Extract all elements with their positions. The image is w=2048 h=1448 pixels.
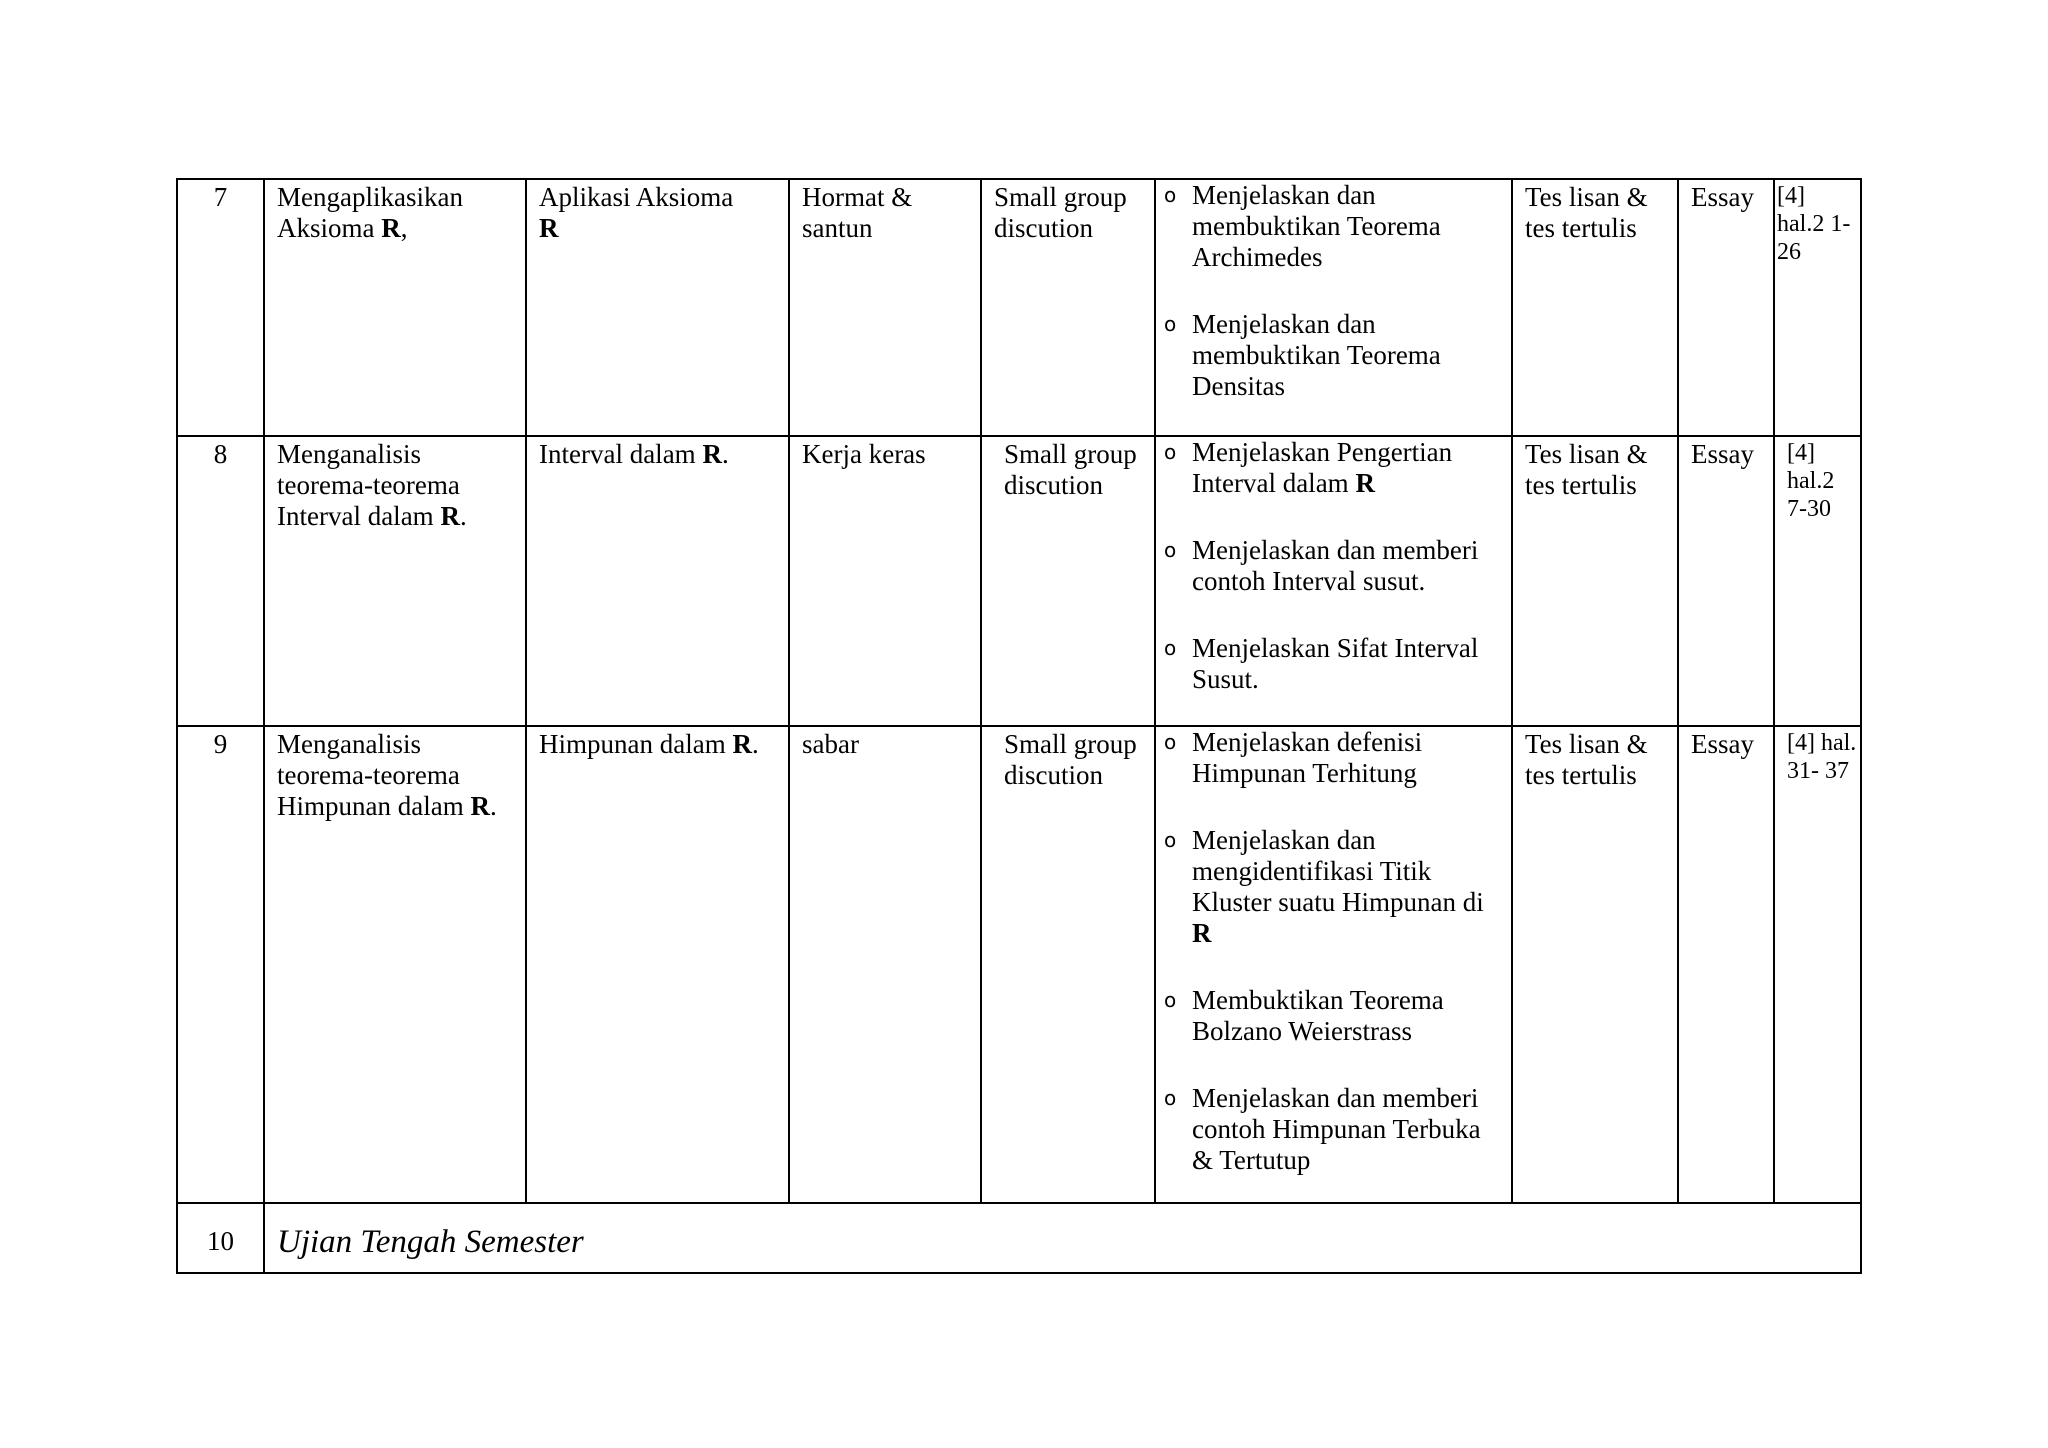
competency-cell — [264, 436, 526, 726]
circle-bullet-icon: o — [1164, 988, 1177, 1012]
indicator-text: Menjelaskan dan mengidentifikasi Titik Kluster suatu Himpunan di — [1192, 825, 1484, 917]
material-text: Aplikasi Aksioma — [539, 182, 734, 212]
assessment-cell — [1512, 726, 1678, 1203]
indicator-item — [1162, 180, 1501, 273]
form-text: Essay — [1691, 729, 1754, 759]
indicator-item — [1162, 1083, 1501, 1176]
character-value-cell — [789, 436, 981, 726]
indicator-item — [1162, 727, 1501, 789]
competency-bold: R — [381, 213, 401, 243]
competency-tail: . — [459, 501, 467, 531]
competency-bold: R — [470, 791, 490, 821]
indicator-list — [1156, 727, 1511, 1176]
indicator-cell — [1155, 436, 1512, 726]
form-cell — [1678, 436, 1774, 726]
circle-bullet-icon: o — [1164, 312, 1177, 336]
syllabus-table — [176, 178, 1862, 1274]
row-number-cell — [177, 436, 264, 726]
method-cell — [981, 179, 1155, 436]
circle-bullet-icon: o — [1164, 730, 1177, 754]
indicator-item — [1162, 535, 1501, 597]
table-row-exam — [177, 1203, 1861, 1273]
assessment-cell — [1512, 179, 1678, 436]
indicator-bold: R — [1192, 918, 1212, 948]
method-cell — [981, 726, 1155, 1203]
circle-bullet-icon: o — [1164, 440, 1177, 464]
method-text: Small group discution — [994, 182, 1127, 243]
competency-cell — [264, 726, 526, 1203]
indicator-text: Menjelaskan Sifat Interval Susut. — [1192, 633, 1479, 694]
indicator-text: Menjelaskan dan memberi contoh Interval susut. — [1192, 535, 1479, 596]
assessment-text: Tes lisan & tes tertulis — [1525, 439, 1648, 500]
method-cell — [981, 436, 1155, 726]
character-value: Kerja keras — [802, 439, 926, 469]
source-cell — [1774, 726, 1861, 1203]
method-text: Small group discution — [1004, 729, 1137, 790]
source-text: [4] hal. 31- 37 — [1787, 730, 1857, 784]
row-number: 7 — [213, 182, 228, 212]
assessment-text: Tes lisan & tes tertulis — [1525, 729, 1648, 790]
method-text: Small group discution — [1004, 439, 1137, 500]
character-value: Hormat & santun — [802, 182, 913, 243]
row-number-cell — [177, 726, 264, 1203]
competency-text: Menganalisis teorema-teorema Interval dalam — [277, 439, 460, 531]
material-tail: . — [721, 439, 729, 469]
assessment-text: Tes lisan & tes tertulis — [1525, 182, 1648, 243]
material-text: Interval dalam — [539, 439, 703, 469]
table-row — [177, 726, 1861, 1203]
source-cell — [1774, 436, 1861, 726]
material-bold: R — [539, 213, 559, 243]
row-number: 10 — [207, 1226, 234, 1256]
indicator-text: Menjelaskan Pengertian Interval dalam — [1192, 437, 1453, 498]
character-value-cell — [789, 179, 981, 436]
exam-title: Ujian Tengah Semester — [277, 1224, 584, 1260]
indicator-item — [1162, 437, 1501, 499]
circle-bullet-icon: o — [1164, 636, 1177, 660]
material-tail: . — [751, 729, 759, 759]
indicator-item — [1162, 633, 1501, 695]
circle-bullet-icon: o — [1164, 183, 1177, 207]
indicator-text: Menjelaskan defenisi Himpunan Terhitung — [1192, 727, 1423, 788]
row-number: 8 — [213, 439, 228, 469]
indicator-text: Membuktikan Teorema Bolzano Weierstrass — [1192, 985, 1444, 1046]
competency-tail: . — [489, 791, 497, 821]
form-text: Essay — [1691, 182, 1754, 212]
indicator-text: Menjelaskan dan membuktikan Teorema Archimedes — [1192, 180, 1441, 272]
indicator-list — [1156, 437, 1511, 695]
indicator-item — [1162, 309, 1501, 402]
indicator-cell — [1155, 726, 1512, 1203]
competency-line-2: Aksioma — [277, 213, 382, 243]
indicator-item — [1162, 985, 1501, 1047]
competency-text: Menganalisis teorema-teorema Himpunan dalam — [277, 729, 471, 821]
competency-cell — [264, 179, 526, 436]
indicator-text: Menjelaskan dan membuktikan Teorema Densitas — [1192, 309, 1441, 401]
exam-cell — [264, 1203, 1861, 1273]
table-row — [177, 179, 1861, 436]
material-cell — [526, 179, 789, 436]
row-number-cell — [177, 1203, 264, 1273]
source-text: [4] hal.2 7-30 — [1787, 440, 1835, 522]
source-cell — [1774, 179, 1861, 436]
material-cell — [526, 726, 789, 1203]
competency-line-1: Mengaplikasikan — [277, 182, 463, 212]
character-value-cell — [789, 726, 981, 1203]
indicator-text: Menjelaskan dan memberi contoh Himpunan Terbuka & Tertutup — [1192, 1083, 1481, 1175]
competency-bold: R — [440, 501, 460, 531]
circle-bullet-icon: o — [1164, 538, 1177, 562]
material-bold: R — [732, 729, 752, 759]
indicator-list — [1156, 180, 1511, 402]
material-bold: R — [702, 439, 722, 469]
form-text: Essay — [1691, 439, 1754, 469]
source-text: [4] hal.2 1-26 — [1777, 183, 1851, 265]
indicator-item — [1162, 825, 1501, 949]
circle-bullet-icon: o — [1164, 1086, 1177, 1110]
competency-tail: , — [400, 213, 408, 243]
character-value: sabar — [802, 729, 859, 759]
form-cell — [1678, 726, 1774, 1203]
indicator-cell — [1155, 179, 1512, 436]
circle-bullet-icon: o — [1164, 828, 1177, 852]
form-cell — [1678, 179, 1774, 436]
material-cell — [526, 436, 789, 726]
table-row — [177, 436, 1861, 726]
assessment-cell — [1512, 436, 1678, 726]
row-number: 9 — [213, 729, 228, 759]
indicator-bold: R — [1355, 468, 1375, 498]
material-text: Himpunan dalam — [539, 729, 733, 759]
row-number-cell — [177, 179, 264, 436]
